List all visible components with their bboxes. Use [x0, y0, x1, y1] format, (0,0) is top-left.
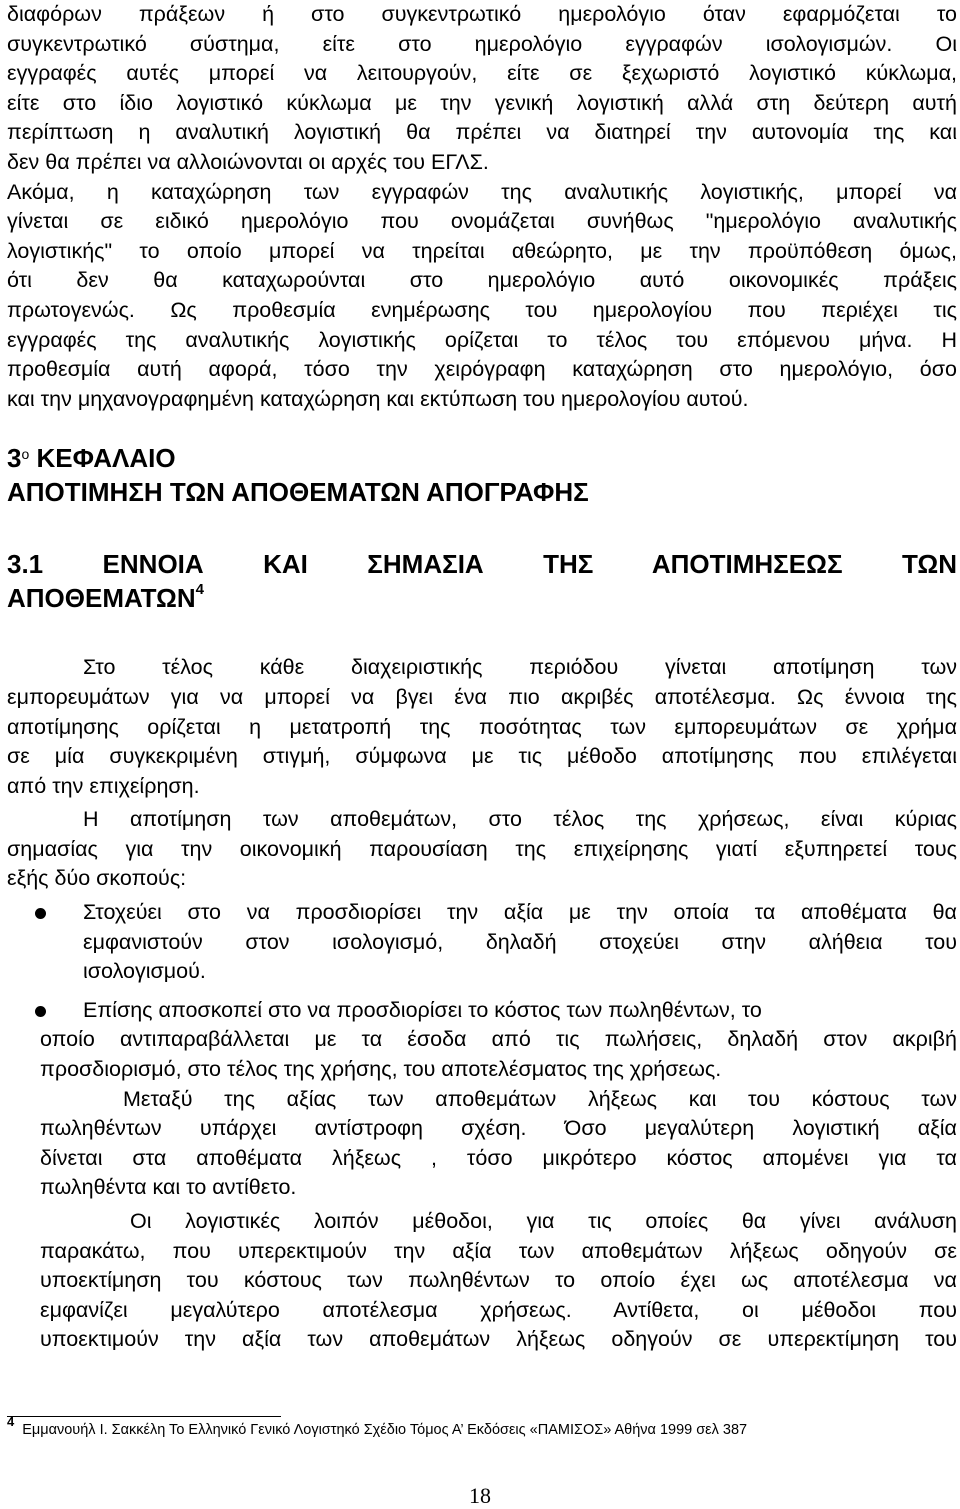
text-line: σε μία συγκεκριμένη στιγμή, σύμφωνα με τις μέθοδο αποτίμησης που επιλέγεται	[7, 744, 957, 769]
inverse-relation-paragraph	[7, 1085, 957, 1203]
text-line: εγγραφές της αναλυτικής λογιστικής ορίζεται το τέλος του επόμενου μήνα. Η	[7, 327, 957, 352]
section-title-line2: ΑΠΟΘΕΜΑΤΩΝ	[7, 583, 196, 614]
text-line: ότι δεν θα καταχωρούνται στο ημερολόγιο αυτό οικονομικές πράξεις	[7, 268, 957, 293]
journal-paragraph	[7, 178, 957, 415]
text-line: ισολογισμού.	[83, 959, 206, 984]
text-line: γίνεται σε ειδικό ημερολόγιο που ονομάζεται συνήθως "ημερολόγιο αναλυτικής	[7, 209, 957, 234]
chapter-word: ΚΕΦΑΛΑΙΟ	[36, 443, 176, 474]
text-line: προσδιορισμό, στο τέλος της χρήσης, του αποτελέσματος της χρήσεως.	[40, 1057, 722, 1082]
text-line: πωληθέντα και το αντίθετο.	[40, 1175, 297, 1200]
page-number: 18	[469, 1483, 491, 1508]
text-line: περίπτωση η αναλυτική λογιστική θα πρέπει να διατηρεί την αυτονομία της και	[7, 120, 957, 145]
text-line: πρωτογενώς. Ως προθεσμία ενημέρωσης του ημερολογίου που περιέχει τις	[7, 297, 957, 322]
text-line: πωληθέντων υπάρχει αντίστροφη σχέση. Όσο μεγαλύτερη λογιστική αξία	[40, 1116, 957, 1141]
text-line: Οι λογιστικές λοιπόν μέθοδοι, για τις οποίες θα γίνει ανάλυση	[130, 1209, 957, 1233]
list-item	[7, 898, 957, 987]
text-line: από την επιχείρηση.	[7, 773, 200, 798]
text-line: λογιστικής" το οποίο μπορεί να τηρείται αθεώρητο, με την προϋπόθεση όμως,	[7, 238, 957, 263]
methods-paragraph	[7, 1207, 957, 1355]
text-line: εγγραφές αυτές μπορεί να λειτουργούν, είτε σε ξεχωριστό λογιστικό κύκλωμα,	[7, 61, 957, 86]
chapter-number: 3	[7, 443, 22, 474]
document-page	[7, 0, 957, 1438]
footnote-mark: 4	[7, 1414, 15, 1429]
footnote-divider	[7, 1416, 281, 1417]
text-line: Μεταξύ της αξίας των αποθεμάτων λήξεως και του κόστους των	[123, 1086, 957, 1111]
text-line: εμφανιστούν στον ισολογισμό, δηλαδή στοχεύει στην αλήθεια του	[83, 929, 957, 954]
chapter-title: ΑΠΟΤΙΜΗΣΗ ΤΩΝ ΑΠΟΘΕΜΑΤΩΝ ΑΠΟΓΡΑΦΗΣ	[7, 477, 589, 508]
text-line: διαφόρων πράξεων ή στο συγκεντρωτικό ημερολόγιο όταν εφαρμόζεται το	[7, 2, 957, 26]
section-heading	[7, 547, 957, 615]
text-line: εμπορευμάτων για να μπορεί να βγει ένα πιο ακριβές αποτέλεσμα. Ως έννοια της	[7, 684, 957, 709]
text-line: υποεκτιμούν την αξία των αποθεμάτων λήξεως οδηγούν σε υπερεκτίμηση του	[40, 1327, 957, 1352]
valuation-paragraph	[7, 653, 957, 801]
text-line: και την μηχανογραφημένη καταχώρηση και εκτύπωση του ημερολογίου αυτού.	[7, 386, 749, 411]
text-line: Επίσης αποσκοπεί στο να προσδιορίσει το κόστος των πωληθέντων, το	[83, 997, 762, 1022]
footnote-ref: 4	[195, 581, 204, 599]
text-line: εμφανίζει μεγαλύτερο αποτέλεσμα χρήσεως. Αντίθετα, οι μέθοδοι που	[40, 1297, 957, 1322]
text-line: δεν θα πρέπει να αλλοιώνονται οι αρχές του ΕΓΛΣ.	[7, 149, 489, 174]
text-line: δίνεται στα αποθέματα λήξεως , τόσο μικρότερο κόστος απομένει για τα	[40, 1145, 957, 1170]
section-title-line1: 3.1 ΕΝΝΟΙΑ ΚΑΙ ΣΗΜΑΣΙΑ ΤΗΣ ΑΠΟΤΙΜΗΣΕΩΣ ΤΩΝ	[7, 549, 957, 580]
text-line: οποίο αντιπαραβάλλεται με τα έσοδα από τις πωλήσεις, δηλαδή στον ακριβή	[40, 1027, 957, 1052]
chapter-heading	[7, 441, 957, 509]
text-line: σημασίας για την οικονομική παρουσίαση της επιχείρησης γιατί εξυπηρετεί τους	[7, 836, 957, 861]
footnote-text: Εμμανουήλ Ι. Σακκέλη Το Ελληνικό Γενικό Λογιστηκό Σχέδιο Τόμος Α’ Εκδόσεις «ΠΑΜΙΣΟΣ» Αθήνα 1999 σελ 387	[22, 1422, 748, 1438]
text-line: συγκεντρωτικό σύστημα, είτε στο ημερολόγιο εγγραφών ισολογισμών. Οι	[7, 31, 957, 56]
chapter-ordinal: ο	[21, 446, 30, 463]
text-line: είτε στο ίδιο λογιστικό κύκλωμα με την γενική λογιστική αλλά στη δεύτερη αυτή	[7, 90, 957, 115]
text-line: αποτίμησης ορίζεται η μετατροπή της ποσότητας των εμπορευμάτων σε χρήμα	[7, 714, 957, 739]
importance-paragraph	[7, 805, 957, 894]
text-line: εξής δύο σκοπούς:	[7, 866, 187, 891]
footnote	[7, 1414, 748, 1440]
text-line: προθεσμία αυτή αφορά, τόσο την χειρόγραφη καταχώρηση στο ημερολόγιο, όσο	[7, 357, 957, 382]
bullet-icon	[35, 1006, 46, 1017]
text-line: Στο τέλος κάθε διαχειριστικής περιόδου γίνεται αποτίμηση των	[83, 655, 957, 680]
text-line: παρακάτω, που υπερεκτιμούν την αξία των αποθεμάτων λήξεως οδηγούν σε	[40, 1238, 957, 1263]
list-item	[7, 996, 957, 1085]
bullet-icon	[35, 908, 46, 919]
text-line: Στοχεύει στο να προσδιορίσει την αξία με την οποία τα αποθέματα θα	[83, 900, 957, 925]
text-line: υποεκτίμηση του κόστους των πωληθέντων το οποίο έχει ως αποτέλεσμα να	[40, 1268, 957, 1293]
intro-paragraph	[7, 0, 957, 178]
purposes-list	[7, 898, 957, 1085]
text-line: Η αποτίμηση των αποθεμάτων, στο τέλος της χρήσεως, είναι κύριας	[83, 807, 957, 832]
text-line: Ακόμα, η καταχώρηση των εγγραφών της αναλυτικής λογιστικής, μπορεί να	[7, 179, 957, 204]
